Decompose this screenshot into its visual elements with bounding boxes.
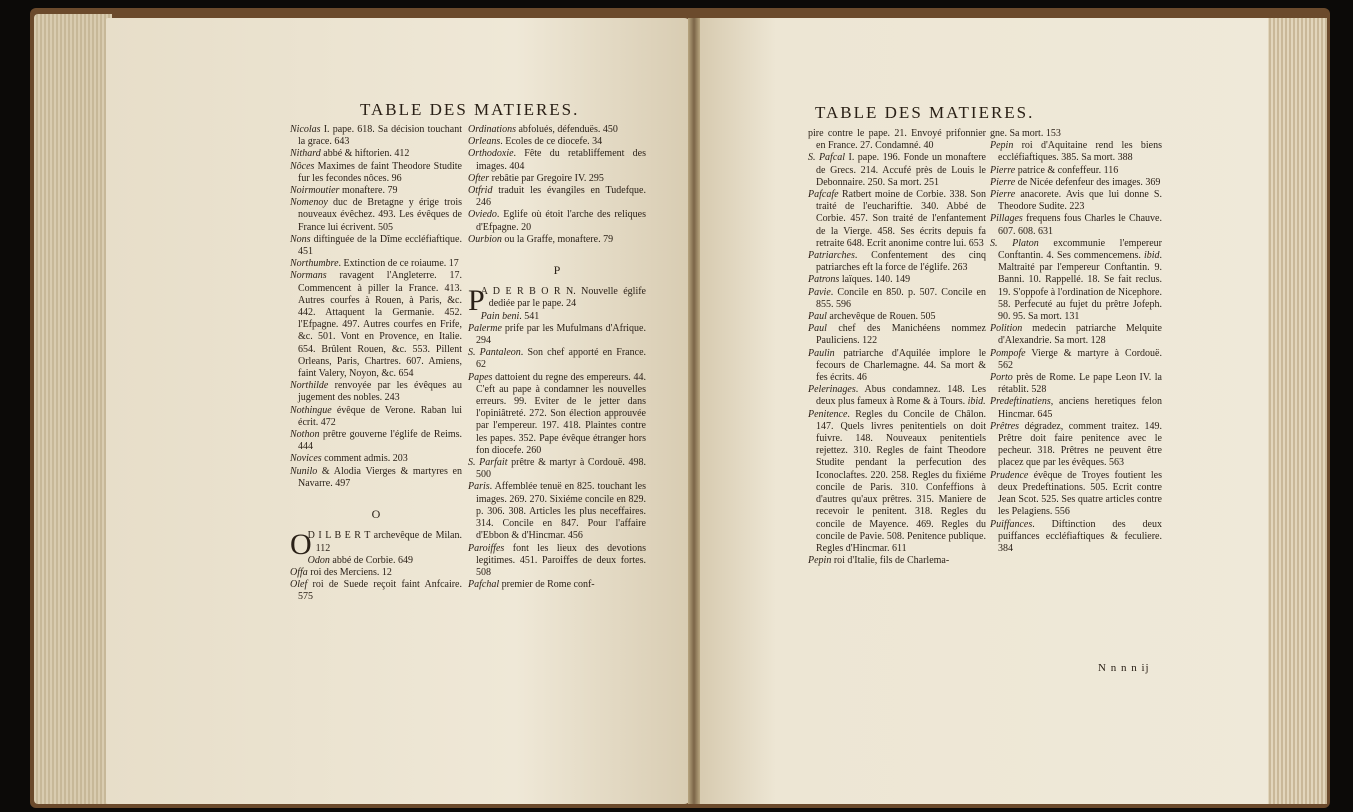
left-page-column-2 [468, 124, 646, 591]
index-entry: Polition medecin patriarche Melquite d'Alexandrie. Sa mort. 128 [990, 323, 1162, 347]
index-entry: Pillages frequens fous Charles le Chauve. 607. 608. 631 [990, 213, 1162, 237]
index-entry: S. Pafcal I. pape. 196. Fonde un monaftere de Grecs. 214. Accufé près de Louis le Debonnaire. 250. Sa mort. 251 [808, 152, 986, 188]
index-entry: Palerme prife par les Mufulmans d'Afrique. 294 [468, 322, 646, 347]
book-gutter [688, 18, 700, 804]
index-entry: O D I L B E R T archevêque de Milan. 112 [290, 528, 462, 562]
section-letter-p: P [553, 263, 561, 278]
index-entry: Pompofe Vierge & martyre à Cordouë. 562 [990, 347, 1162, 371]
index-entry: Pafcafe Ratbert moine de Corbie. 338. Son traité de l'euchariftie. 340. Abbé de Corbie. 457. Son traité de l'enfantement de la Vierge. 458. Ses écrits depuis fa retraite 648. Ecrit anonime contre lui. 653 [808, 189, 986, 249]
index-entry: Porto près de Rome. Le pape Leon IV. la rétablit. 528 [990, 372, 1162, 396]
index-entry: Odon abbé de Corbie. 649 [307, 554, 413, 566]
index-entry: Pierre patrice & confeffeur. 116 [990, 164, 1119, 176]
index-entry: Northumbre. Extinction de ce roiaume. 17 [290, 258, 459, 270]
index-entry: Pierre de Nicée defenfeur des images. 369 [990, 176, 1161, 188]
right-page-header: TABLE DES MATIERES. [815, 103, 1035, 122]
index-entry: Nunilo & Alodia Vierges & martyres en Navarre. 497 [290, 465, 462, 489]
index-entry: Nons diftinguée de la Dîme eccléfiaftique. 451 [290, 233, 462, 258]
index-entry: Pavie. Concile en 850. p. 507. Concile en 855. 596 [808, 286, 986, 310]
index-entry: Puiffances. Diftinction des deux puiffances eccléfiaftiques & feculiere. 384 [990, 518, 1162, 554]
index-entry: Ordinations abfolués, défenduës. 450 [468, 124, 618, 135]
index-entry: Paul chef des Manichéens nommez Pauliciens. 122 [808, 323, 986, 347]
index-entry: Prêtres dégradez, comment traitez. 149. Prêtre doit faire penitence avec le pecheur. 318. Prêtres ne peuvent être placez que par les évêques. 563 [990, 420, 1162, 469]
index-entry: Pepin roi d'Aquitaine rend les biens eccléfiaftiques. 385. Sa mort. 388 [990, 140, 1162, 164]
index-entry: Nôces Maximes de faint Theodore Studite fur les fecondes nôces. 96 [290, 160, 462, 184]
index-entry: Novices comment admis. 203 [290, 453, 408, 465]
index-entry: Orleans. Ecoles de ce diocefe. 34 [468, 136, 603, 148]
right-page-column-1 [808, 128, 986, 567]
index-entry: Paulin patriarche d'Aquilée implore le fecours de Charlemagne. 44. Sa mort & fes écrits. 46 [808, 347, 986, 384]
index-entry: Pepin roi d'Italie, fils de Charlema- [808, 555, 950, 567]
left-page-header: TABLE DES MATIERES. [360, 100, 580, 119]
index-entry: Pain beni. 541 [480, 310, 540, 322]
section-letter-o: O [371, 507, 381, 522]
index-entry: Noirmoutier monaftere. 79 [290, 185, 398, 197]
index-entry: S. Platon excommunie l'empereur Conftantin. 4. Ses commencemens. ibid. Maltraité par l'empereur Conftantin. 9. Banni. 10. Rappellé. 18. Se fait reclus. 19. S'oppofe à l'ordination de Nicephore. 58. Perfecuté au fujet du prêtre Jofeph. 90. 95. Sa mort. 131 [990, 237, 1162, 323]
index-entry: Predeftinatiens, anciens heretiques felon Hincmar. 645 [990, 396, 1162, 420]
index-entry: Oviedo. Eglife où étoit l'arche des reliques d'Efpagne. 20 [468, 209, 646, 233]
page-signature: N n n n ij [1098, 662, 1150, 674]
index-entry: Offa roi des Merciens. 12 [290, 566, 392, 578]
index-entry: P A D E R B O R N. Nouvelle églife dediée par le pape. 24 [468, 284, 646, 318]
index-entry: Nothingue évêque de Verone. Raban lui écrit. 472 [290, 404, 462, 428]
right-page-column-2 [990, 128, 1162, 555]
index-entry: Patrons laïques. 140. 149 [808, 274, 911, 286]
index-entry: Paul archevêque de Rouen. 505 [808, 311, 936, 323]
page-edges-left [34, 14, 112, 804]
index-entry: Papes dattoient du regne des empereurs. 44. C'eft au pape à condamner les nouvelles erreurs. 99. Eviter de le jetter dans l'opiniâtreté. 272. Son élection approuvée par l'empereur. 197. 418. Plaintes contre les papes. 352. Pape évêque étranger hors fon diocefe. 260 [468, 371, 646, 456]
index-entry: Penitence. Regles du Concile de Châlon. 147. Quels livres penitentiels on doit fuivre. 148. Nouveaux penitentiels rejettez. 310. Regles de faint Theodore Studite pendant la perfecution des Iconoclaftes. 220. 258. Regles du fixiéme concile de Paris. 310. Confeffions à d'autres qu'aux prêtres. 315. Maniere de recevoir le penitent. 318. Regles du concile de Mayence. 469. Regles du concile de Pavie. 508. Penitence publique. Regles d'Hincmar. 611 [808, 408, 986, 554]
index-entry: pire contre le pape. 21. Envoyé prifonnier en France. 27. Condamné. 40 [808, 128, 986, 152]
index-entry: Olef roi de Suede reçoit faint Anfcaire. 575 [290, 579, 462, 603]
index-entry: S. Parfait prêtre & martyr à Cordouë. 498. 500 [468, 457, 646, 481]
left-page-column-1 [290, 124, 462, 604]
index-entry: Patriarches. Confentement des cinq patriarches eft la force de l'églife. 263 [808, 250, 986, 274]
index-entry: Nomenoy duc de Bretagne y érige trois nouveaux évêchez. 493. Les évêques de France lui écrivent. 505 [290, 197, 462, 233]
page-edges-right [1265, 18, 1327, 804]
index-entry: Otfrid traduit les évangiles en Tudefque. 246 [468, 185, 646, 209]
index-entry: Pafchal premier de Rome conf- [468, 579, 595, 591]
index-entry: Paroiffes font les lieux des devotions legitimes. 451. Paroiffes de deux fortes. 508 [468, 542, 646, 578]
index-entry: Northilde renvoyée par les évêques au jugement des nobles. 243 [290, 380, 462, 404]
index-entry: Normans ravagent l'Angleterre. 17. Commencent à piller la France. 413. Autres courfes à Rouen, à Paris, &c. 442. Attaquent la Germanie. 452. l'Efpagne. 497. Autres courfes en Frife, &c. 501. Vont en Provence, en Italie. 654. Brûlent Rouen, &c. 553. Pillent Orleans, Paris, Chartres. 607. Amiens, faint Valery, Noyon, &c. 654 [290, 270, 462, 380]
index-entry: Ourbion ou la Graffe, monaftere. 79 [468, 233, 614, 245]
index-entry: Ofter rebâtie par Gregoire IV. 295 [468, 172, 604, 184]
index-entry: Nothon prêtre gouverne l'églife de Reims. 444 [290, 429, 462, 453]
index-entry: Nicolas I. pape. 618. Sa décision touchant la grace. 643 [290, 124, 462, 148]
index-entry: Orthodoxie. Fête du retabliffement des images. 404 [468, 148, 646, 172]
index-entry: Prudence évêque de Troyes foutient les deux Predeftinations. 505. Ecrit contre Jean Scot. 525. Ses quatre articles contre les Pelagiens. 556 [990, 469, 1162, 518]
index-entry: Pierre anacorete. Avis que lui donne S. Theodore Sudite. 223 [990, 189, 1162, 213]
index-entry: Nithard abbé & hiftorien. 412 [290, 148, 410, 160]
index-entry: gne. Sa mort. 153 [990, 128, 1061, 139]
index-entry: Paris. Affemblée tenuë en 825. touchant les images. 269. 270. Sixiéme concile en 829. p. 306. 308. Articles les plus neceffaires. 314. Concile en 847. Pour l'affaire d'Ebbon & d'Hincmar. 456 [468, 481, 646, 542]
index-entry: S. Pantaleon. Son chef apporté en France. 62 [468, 347, 647, 371]
index-entry: Pelerinages. Abus condamnez. 148. Les deux plus fameux à Rome & à Tours. ibid. [808, 384, 986, 408]
